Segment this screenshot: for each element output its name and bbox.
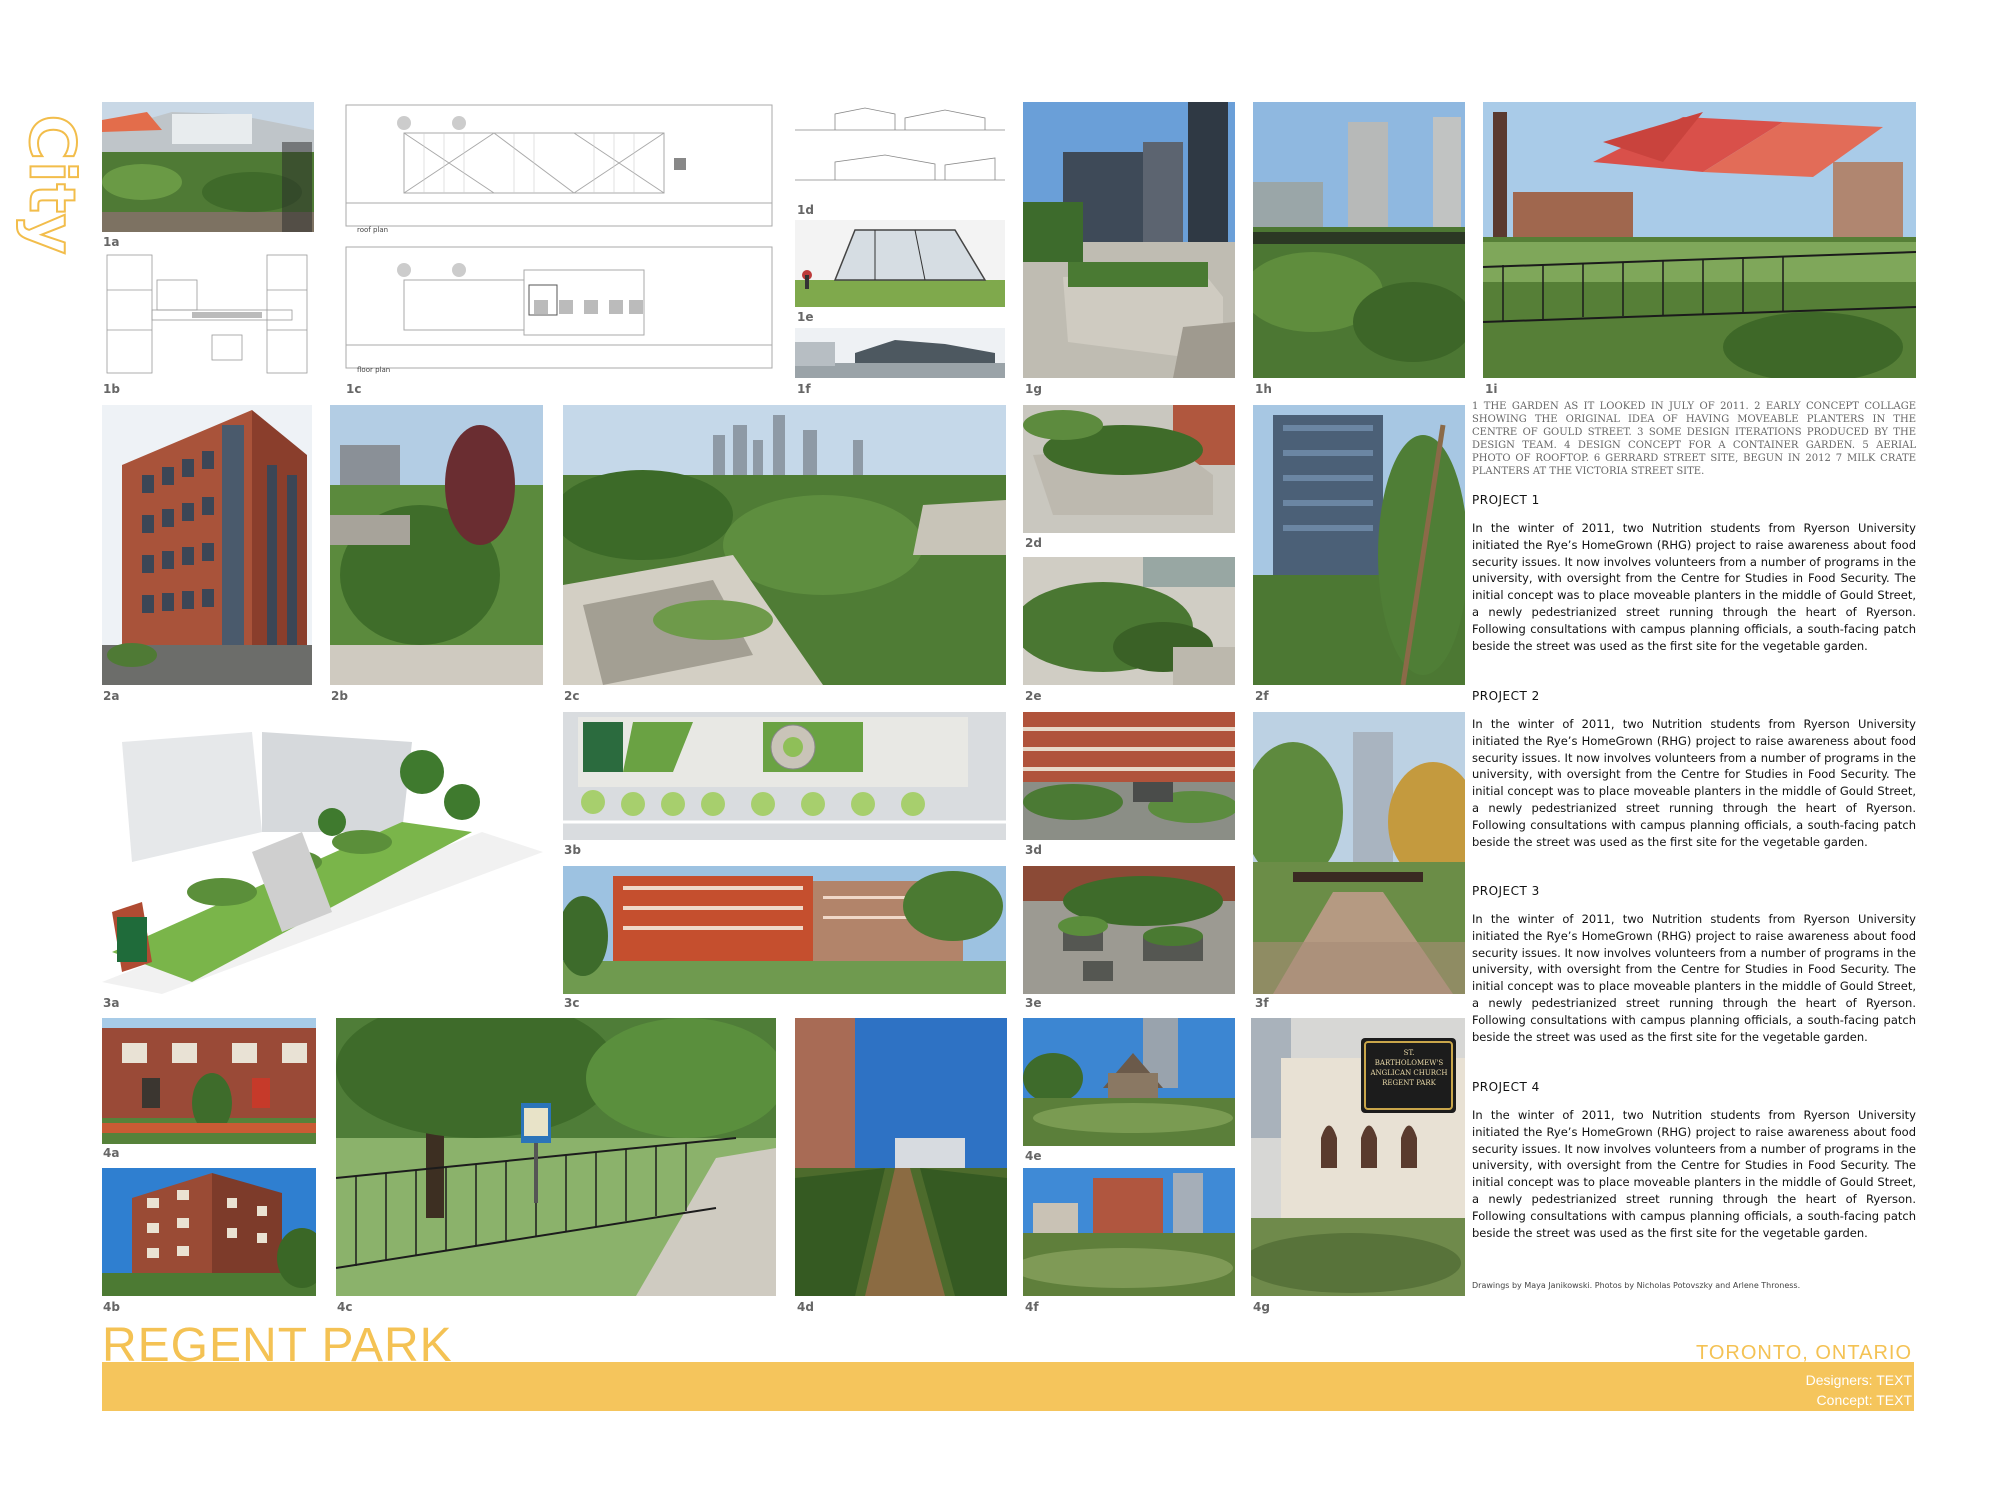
project-1-text: In the winter of 2011, two Nutrition students from Ryerson University initiated the Rye’s HomeGrown (RHG) project to raise awareness about food security issues. It now involves volunteers from a number of programs in the university, with oversight from the Centre for Studies in Food Security. The initial concept was to place moveable planters in the middle of Gould Street, a newly pedestrianized street running through the heart of Ryerson. Following consultations with campus planning officials, a south-facing patch beside the street was used as the first site for the vegetable garden.: [1472, 521, 1916, 653]
label-1e: 1e: [797, 310, 814, 324]
label-3b: 3b: [564, 843, 581, 857]
photo-1a: [102, 102, 314, 232]
label-1d: 1d: [797, 203, 814, 217]
label-2f: 2f: [1255, 689, 1269, 703]
designers: Designers: TEXT: [1805, 1372, 1912, 1388]
label-1f: 1f: [797, 382, 811, 396]
photo-2f: [1253, 405, 1465, 685]
floor-plan-label: floor plan: [357, 366, 391, 374]
project-1-heading: PROJECT 1: [1472, 493, 1540, 507]
side-label: [15, 100, 89, 270]
label-4a: 4a: [103, 1146, 120, 1160]
label-2c: 2c: [564, 689, 580, 703]
project-2-text: In the winter of 2011, two Nutrition students from Ryerson University initiated the Rye’s HomeGrown (RHG) project to raise awareness about food security issues. It now involves volunteers from a number of programs in the university, with oversight from the Centre for Studies in Food Security. The initial concept was to place moveable planters in the middle of Gould Street, a newly pedestrianized street running through the heart of Ryerson. Following consultations with campus planning officials, a south-facing patch beside the street was used as the first site for the vegetable garden.: [1472, 717, 1916, 849]
photo-4e: [1023, 1018, 1235, 1146]
photo-2c: [563, 405, 1006, 685]
project-4-text: In the winter of 2011, two Nutrition students from Ryerson University initiated the Rye’s HomeGrown (RHG) project to raise awareness about food security issues. It now involves volunteers from a number of programs in the university, with oversight from the Centre for Studies in Food Security. The initial concept was to place moveable planters in the middle of Gould Street, a newly pedestrianized street running through the heart of Ryerson. Following consultations with campus planning officials, a south-facing patch beside the street was used as the first site for the vegetable garden.: [1472, 1108, 1916, 1240]
label-3a: 3a: [103, 996, 120, 1010]
photo-1g: [1023, 102, 1235, 378]
label-1g: 1g: [1025, 382, 1042, 396]
label-4e: 4e: [1025, 1149, 1042, 1163]
render-1f: [795, 328, 1005, 378]
label-3e: 3e: [1025, 996, 1042, 1010]
label-1a: 1a: [103, 235, 120, 249]
label-4c: 4c: [337, 1300, 353, 1314]
label-4g: 4g: [1253, 1300, 1270, 1314]
credits: Drawings by Maya Janikowski. Photos by Nicholas Potovszky and Arlene Throness.: [1472, 1281, 1801, 1290]
drawing-3b: [563, 712, 1006, 840]
roof-plan-label: roof plan: [357, 226, 389, 234]
label-1i: 1i: [1485, 382, 1498, 396]
drawing-1c-floor: [344, 245, 774, 370]
photo-4g: [1251, 1018, 1465, 1296]
project-2-heading: PROJECT 2: [1472, 689, 1540, 703]
label-3f: 3f: [1255, 996, 1269, 1010]
label-2d: 2d: [1025, 536, 1042, 550]
photo-4c: [336, 1018, 776, 1296]
photo-1i: [1483, 102, 1916, 378]
project-3-text: In the winter of 2011, two Nutrition students from Ryerson University initiated the Rye’s HomeGrown (RHG) project to raise awareness about food security issues. It now involves volunteers from a number of programs in the university, with oversight from the Centre for Studies in Food Security. The initial concept was to place moveable planters in the middle of Gould Street, a newly pedestrianized street running through the heart of Ryerson. Following consultations with campus planning officials, a south-facing patch beside the street was used as the first site for the vegetable garden.: [1472, 912, 1916, 1044]
project-4-heading: PROJECT 4: [1472, 1080, 1540, 1094]
project-3-heading: PROJECT 3: [1472, 884, 1540, 898]
photo-3c: [563, 866, 1006, 994]
photo-4f: [1023, 1168, 1235, 1296]
drawing-1b: [102, 250, 314, 378]
photo-2b: [330, 405, 543, 685]
render-3a: [102, 712, 543, 994]
label-2e: 2e: [1025, 689, 1042, 703]
photo-3d: [1023, 712, 1235, 840]
side-label-text: City: [15, 114, 89, 256]
label-2b: 2b: [331, 689, 348, 703]
render-1e: [795, 220, 1005, 307]
label-1c: 1c: [346, 382, 362, 396]
label-3d: 3d: [1025, 843, 1042, 857]
photo-1h: [1253, 102, 1465, 378]
figure-caption: 1 THE GARDEN AS IT LOOKED IN JULY OF 2011. 2 EARLY CONCEPT COLLAGE SHOWING THE ORIGINAL IDEA OF HAVING MOVEABLE PLANTERS IN THE CENTRE OF GOULD STREET. 3 SOME DESIGN ITERATIONS PRODUCED BY THE DESIGN TEAM. 4 DESIGN CONCEPT FOR A CONTAINER GARDEN. 5 AERIAL PHOTO OF ROOFTOP. 6 GERRARD STREET SITE, BEGUN IN 2012 7 MILK CRATE PLANTERS AT THE VICTORIA STREET SITE.: [1472, 401, 1916, 477]
label-1h: 1h: [1255, 382, 1272, 396]
photo-2e: [1023, 557, 1235, 685]
photo-3e: [1023, 866, 1235, 994]
label-4f: 4f: [1025, 1300, 1039, 1314]
photo-4a: [102, 1018, 316, 1144]
label-4b: 4b: [103, 1300, 120, 1314]
label-4d: 4d: [797, 1300, 814, 1314]
concept: Concept: TEXT: [1816, 1392, 1912, 1408]
photo-3f: [1253, 712, 1465, 994]
church-sign-text: ST. BARTHOLOMEW'S ANGLICAN CHURCH REGENT PARK: [1370, 1049, 1448, 1087]
label-3c: 3c: [564, 996, 580, 1010]
label-2a: 2a: [103, 689, 120, 703]
drawing-1d: [795, 100, 1005, 200]
location: TORONTO, ONTARIO: [1695, 1342, 1912, 1364]
photo-4d: [795, 1018, 1007, 1296]
page-title: REGENT PARK: [102, 1319, 453, 1372]
photo-4b: [102, 1168, 316, 1296]
label-1b: 1b: [103, 382, 120, 396]
drawing-1c-roof: [344, 103, 774, 228]
photo-2d: [1023, 405, 1235, 533]
photo-2a: [102, 405, 312, 685]
